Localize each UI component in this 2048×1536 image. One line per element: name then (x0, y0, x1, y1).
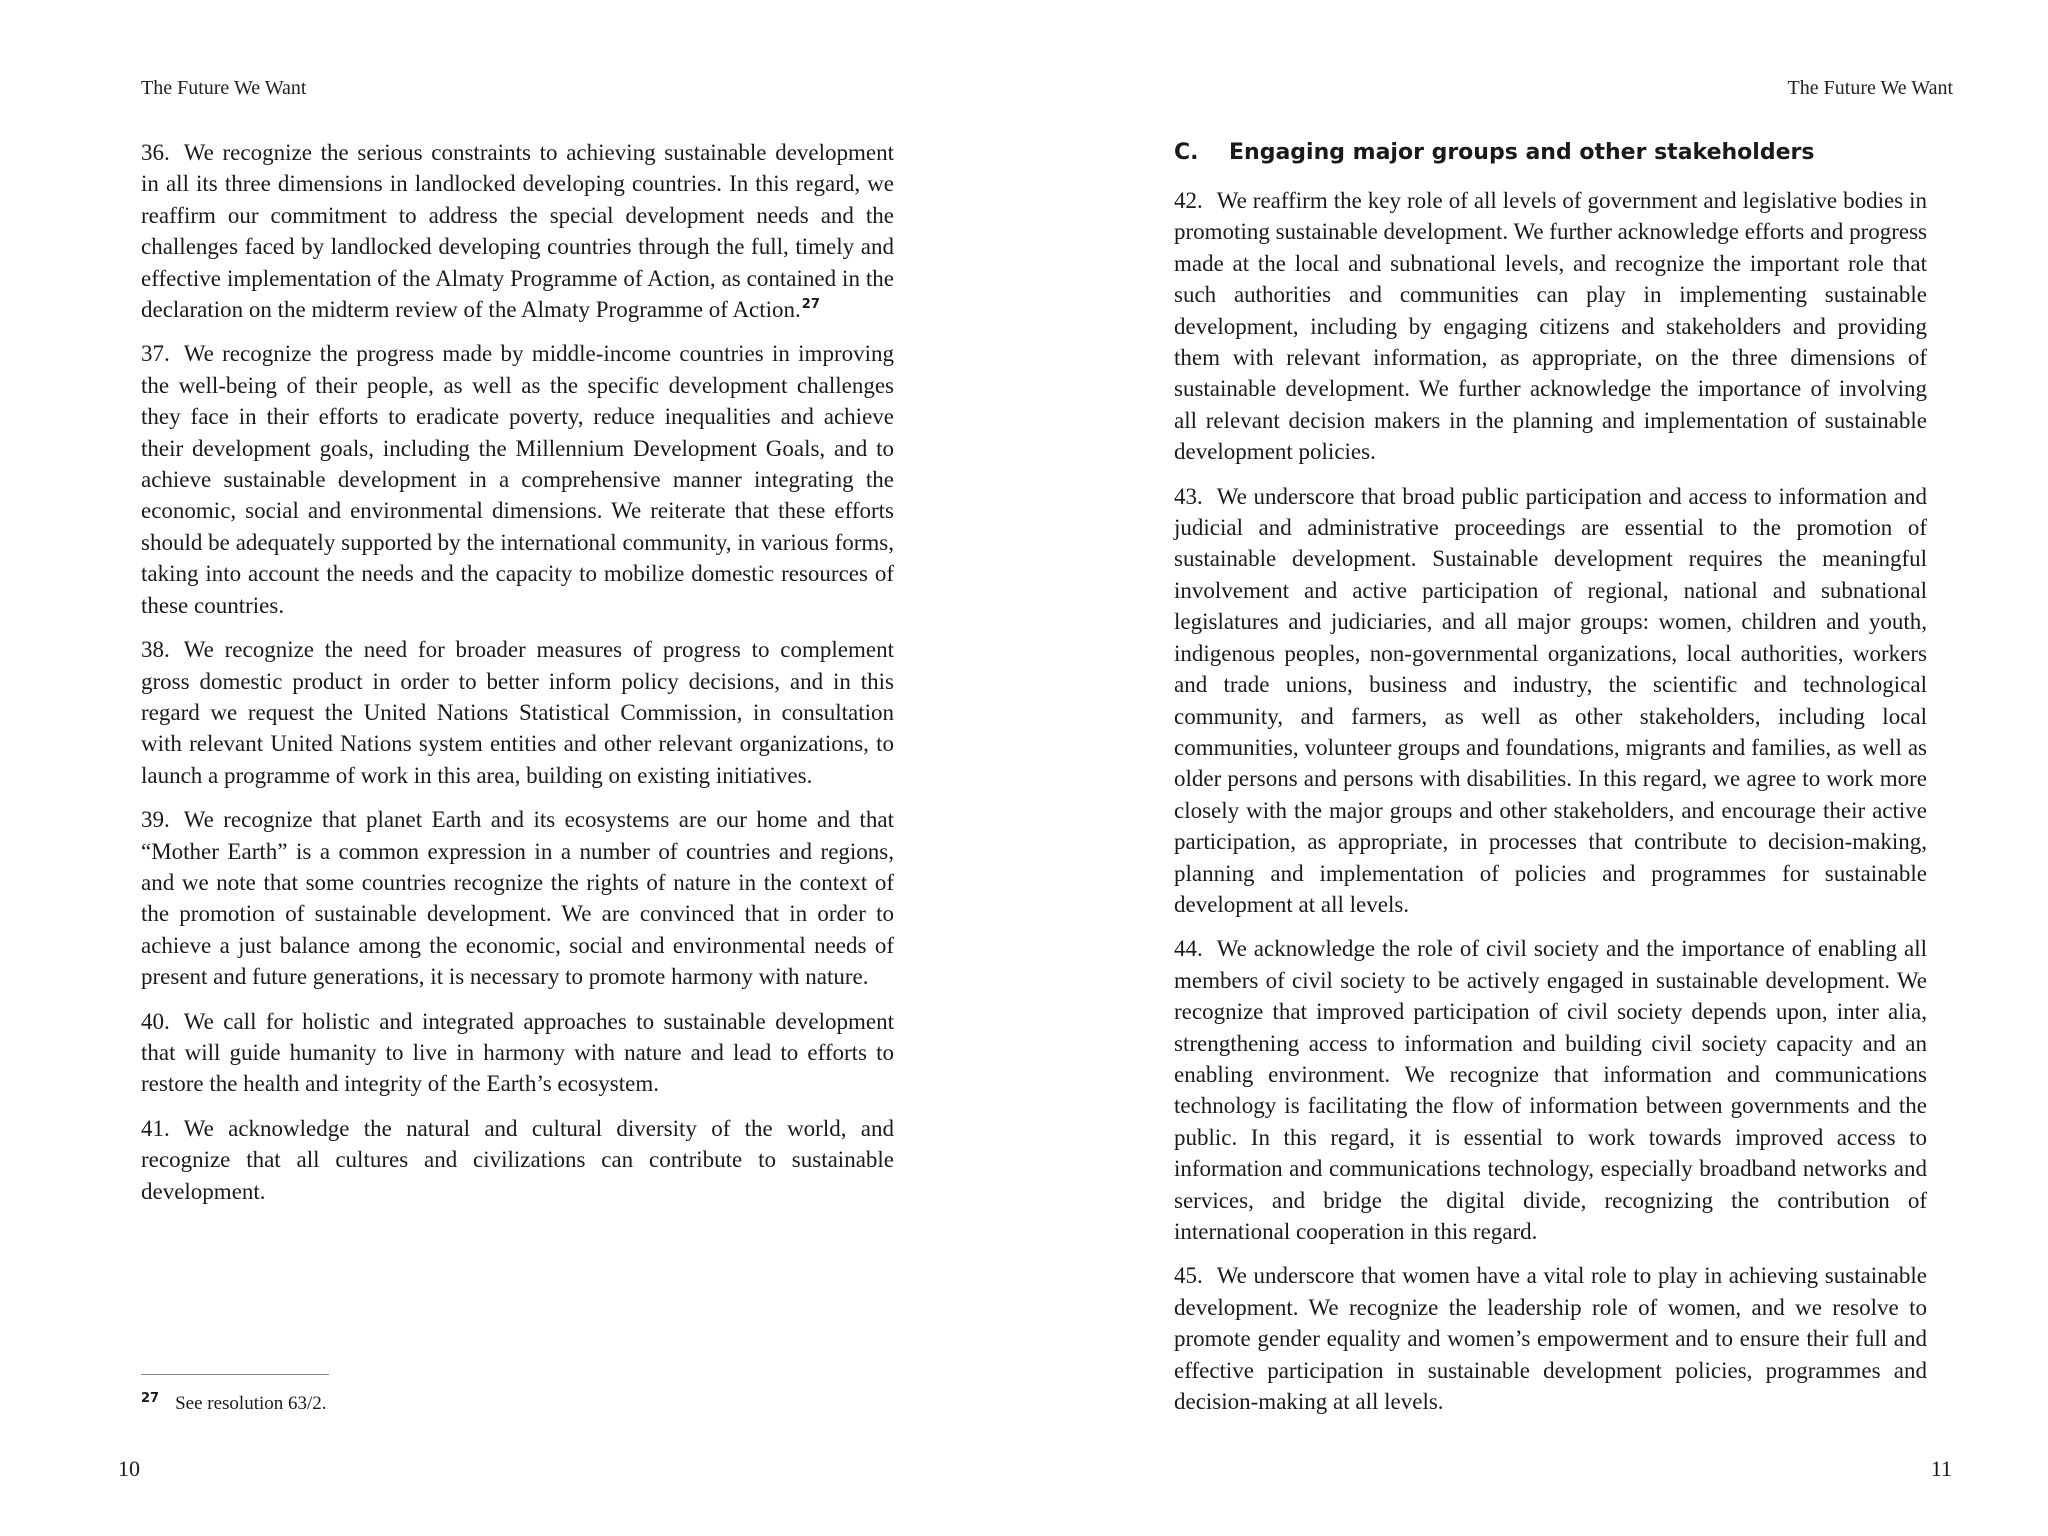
footnote-text: See resolution 63/2. (175, 1393, 327, 1414)
paragraph-number: 44. (1174, 936, 1203, 962)
page-number: 11 (1930, 1456, 1952, 1481)
paragraph-text: We underscore that women have a vital role to play in achieving sustainable development. We recognize the leadership role of women, and we resolve to promote gender equality and women’s empowerment and to ensure their full and effective participation in sustainable development policies, programmes and decision-making at all levels. (1174, 1263, 1927, 1415)
paragraph-number: 42. (1174, 188, 1203, 213)
paragraph-text: We acknowledge the role of civil society and the importance of enabling all members of civil society to be actively engaged in sustainable development. We recognize that improved participation of civil society depends upon, inter alia, strengthening access to information and building civil society capacity and an enabling environment. We recognize that information and communications technology is facilitating the flow of information between governments and the public. In this regard, it is essential to work towards improved access to information and communications technology, especially broadband networks and services, and bridge the digital divide, recognizing the contribution of international cooperation in this regard. (1174, 936, 1927, 1244)
paragraph-text: We recognize the serious constraints to achieving sustainable development in all its three dimensions in landlocked developing countries. In this regard, we reaffirm our commitment to address the special development needs and the challenges faced by landlocked developing countries through the full, timely and effective implementation of the Almaty Programme of Action, as contained in the declaration on the midterm review of the Almaty Programme of Action. (141, 140, 894, 323)
paragraph-number: 36. (141, 140, 170, 165)
paragraph-43 (1174, 481, 1927, 921)
paragraph-number: 38. (141, 637, 170, 663)
paragraph-number: 45. (1174, 1263, 1203, 1289)
paragraph-40 (141, 1006, 894, 1100)
paragraph-text: We recognize that planet Earth and its ecosystems are our home and that “Mother Earth” is a common expression in a number of countries and regions, and we note that some countries recognize the rights of nature in the context of the promotion of sustainable development. We are convinced that in order to achieve a just balance among the economic, social and environmental needs of present and future generations, it is necessary to promote harmony with nature. (141, 807, 894, 990)
paragraph-text: We underscore that broad public participation and access to information and judicial and administrative proceedings are essential to the promotion of sustainable development. Sustainable development requires the meaningful involvement and active participation of regional, national and subnational legislatures and judiciaries, and all major groups: women, children and youth, indigenous peoples, non-governmental organizations, local authorities, workers and trade unions, business and industry, the scientific and technological community, and farmers, as well as other stakeholders, including local communities, volunteer groups and foundations, migrants and families, as well as older persons and persons with disabilities. In this regard, we agree to work more closely with the major groups and other stakeholders, and encourage their active participation, as appropriate, in processes that contribute to decision-making, planning and implementation of policies and programmes for sustainable development at all levels. (1174, 483, 1927, 917)
section-heading (1174, 137, 1927, 168)
paragraph-42 (1174, 185, 1927, 468)
footnote-mark: 27 (141, 1391, 160, 1406)
paragraph-number: 43. (1174, 483, 1203, 509)
paragraph-number: 41. (141, 1115, 170, 1141)
paragraph-41 (141, 1113, 894, 1207)
paragraph-44 (1174, 933, 1927, 1247)
paragraph-36 (141, 137, 894, 325)
paragraph-number: 37. (141, 341, 170, 367)
paragraph-text: We recognize the need for broader measures of progress to complement gross domestic product in order to better inform policy decisions, and in this regard we request the United Nations Statistical Commission, in consultation with relevant United Nations system entities and other relevant organizations, to launch a programme of work in this area, building on existing initiatives. (141, 637, 894, 788)
paragraph-38 (141, 634, 894, 791)
paragraph-45 (1174, 1260, 1927, 1417)
page-number: 10 (118, 1456, 140, 1481)
paragraph-text: We call for holistic and integrated approaches to sustainable development that will guide humanity to live in harmony with nature and lead to efforts to restore the health and integrity of the Earth’s ecosystem. (141, 1008, 894, 1097)
body-text (141, 137, 894, 1220)
footnote-divider (141, 1374, 329, 1375)
footnote-reference[interactable]: 27 (801, 297, 820, 313)
paragraph-text: We acknowledge the natural and cultural diversity of the world, and recognize that all cultures and civilizations can contribute to sustainable development. (141, 1115, 894, 1204)
section-letter: C. (1174, 140, 1199, 165)
paragraph-number: 40. (141, 1008, 170, 1034)
running-head: The Future We Want (1787, 77, 1953, 99)
paragraph-text: We reaffirm the key role of all levels of government and legislative bodies in promoting sustainable development. We further acknowledge efforts and progress made at the local and subnational levels, and recognize the important role that such authorities and communities can play in implementing sustainable development, including by engaging citizens and stakeholders and providing them with relevant information, as appropriate, on the three dimensions of sustainable development. We further acknowledge the importance of involving all relevant decision makers in the planning and implementation of sustainable development policies. (1174, 188, 1927, 465)
footnote (141, 1387, 327, 1416)
right-page (1024, 0, 2048, 1536)
paragraph-text: We recognize the progress made by middle-income countries in improving the well-being of their people, as well as the specific development challenges they face in their efforts to eradicate poverty, reduce inequalities and achieve their development goals, including the Millennium Development Goals, and to achieve sustainable development in a comprehensive manner integrating the economic, social and environmental dimensions. We reiterate that these efforts should be adequately supported by the international community, in various forms, taking into account the needs and the capacity to mobilize domestic resources of these countries. (141, 341, 894, 618)
section-title: Engaging major groups and other stakeholders (1229, 140, 1815, 165)
body-text (1174, 137, 1927, 1430)
paragraph-39 (141, 804, 894, 992)
paragraph-number: 39. (141, 807, 170, 833)
paragraph-37 (141, 338, 894, 621)
running-head: The Future We Want (141, 77, 307, 99)
